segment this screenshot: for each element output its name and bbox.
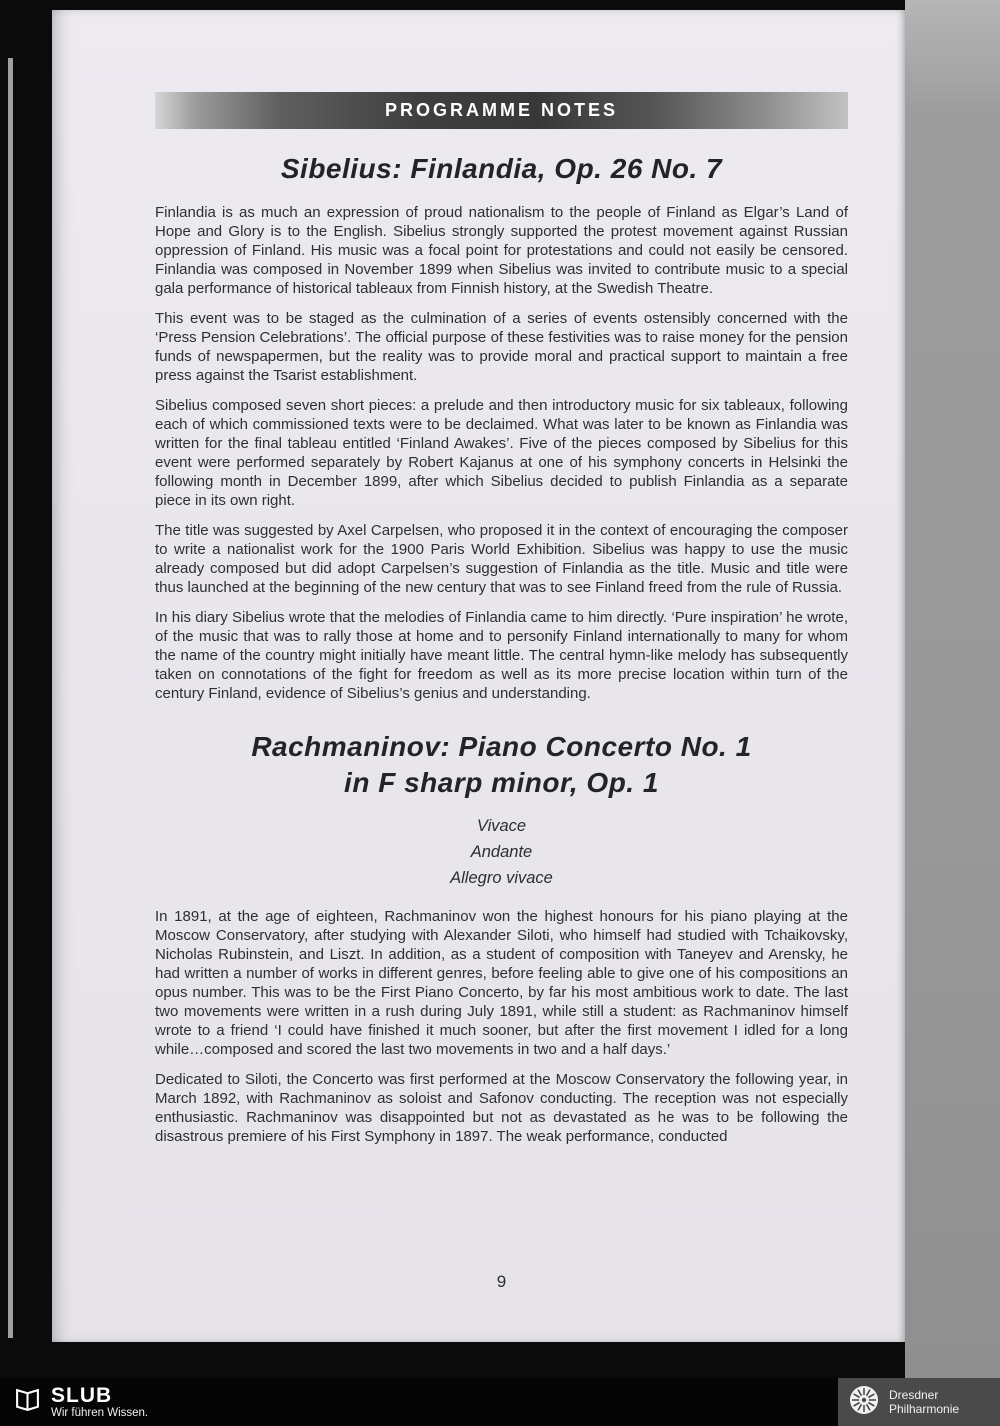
movement-item: Andante bbox=[470, 843, 533, 861]
sibelius-body bbox=[155, 203, 848, 703]
sibelius-paragraph: Sibelius composed seven short pieces: a prelude and then introductory music for six tableaux, following each of which commissioned texts were to be declaimed. What was later to be known as Finlandia was written for the final tableau entitled ‘Finland Awakes’. Five of the pieces composed by Sibelius for this event were performed separately by Robert Kajanus at one of his symphony concerts in Helsinki the following month in December 1899, after which Sibelius decided to publish Finlandia as a separate piece in its own right. bbox=[155, 397, 848, 509]
philharmonie-name bbox=[889, 1388, 959, 1416]
philharmonie-name-line1: Dresdner bbox=[889, 1388, 939, 1402]
rachmaninov-title-work-line1: Piano Concerto No. 1 bbox=[458, 731, 752, 762]
page-content bbox=[155, 92, 848, 1146]
sibelius-paragraph: Finlandia is as much an expression of proud nationalism to the people of Finland as Elgar’s Land of Hope and Glory is to the English. Sibelius strongly supported the protest movement against Russian oppression of Finland. His music was a focal point for protestations and could not easily be censored. Finlandia was composed in November 1899 when Sibelius was invited to contribute music to a special gala performance of historical tableaux from Finnish history, at the Swedish Theatre. bbox=[155, 204, 848, 297]
viewer-footer bbox=[0, 1378, 1000, 1426]
sibelius-paragraph: The title was suggested by Axel Carpelsen, who proposed it in the context of encouraging the composer to write a nationalist work for the 1900 Paris World Exhibition. Sibelius was happy to use the music already composed but did adopt Carpelsen’s suggestion of Finlandia as the title. Music and title were thus launched at the beginning of the new century that was to see Finland freed from the rule of Russia. bbox=[155, 522, 848, 596]
rachmaninov-section bbox=[155, 729, 848, 1146]
slub-name: SLUB bbox=[51, 1383, 113, 1407]
sibelius-section bbox=[155, 153, 848, 703]
philharmonie-logo-icon bbox=[848, 1384, 880, 1421]
slub-tagline: Wir führen Wissen. bbox=[51, 1406, 149, 1419]
rachmaninov-body bbox=[155, 907, 848, 1146]
rachmaninov-paragraph: Dedicated to Siloti, the Concerto was first performed at the Moscow Conservatory the following year, in March 1892, with Rachmaninov as soloist and Safonov conducting. The reception was not especially enthusiastic. Rachmaninov was disappointed but not as devastated as he was to be following the disastrous premiere of his First Symphony in 1897. The weak performance, conducted bbox=[155, 1071, 848, 1145]
page-edge bbox=[8, 58, 13, 1338]
banner-title: PROGRAMME NOTES bbox=[384, 100, 618, 120]
slub-text bbox=[51, 1385, 148, 1420]
rachmaninov-title-composer: Rachmaninov: bbox=[251, 731, 451, 762]
philharmonie-name-line2: Philharmonie bbox=[889, 1402, 960, 1416]
sibelius-paragraph: This event was to be staged as the culmination of a series of events ostensibly concerned with the ‘Press Pension Celebrations’. The official purpose of these festivities was to raise money for the pension funds of newspapermen, but the reality was to provide moral and practical support to maintain a free press against the Tsarist establishment. bbox=[155, 310, 848, 384]
movement-item: Allegro vivace bbox=[450, 869, 553, 887]
page-number: 9 bbox=[496, 1272, 507, 1291]
rachmaninov-paragraph: In 1891, at the age of eighteen, Rachmaninov won the highest honours for his piano playing at the Moscow Conservatory, after studying with Alexander Siloti, who himself had studied with Tchaikovsky, Nicholas Rubinstein, and Liszt. In addition, as a student of composition with Taneyev and Arensky, he had written a number of works in different genres, before feeling able to give one of his compositions an opus number. This was to be the First Piano Concerto, by far his most ambitious work to date. The last two movements were written in a rush during July 1891, while still a student: as Rachmaninov himself wrote to a friend ‘I could have finished it much sooner, but after the first movement I idled for a long while…composed and scored the last two movements in two and a half days.’ bbox=[155, 908, 848, 1058]
movement-list bbox=[155, 813, 848, 891]
scanner-background-right bbox=[905, 0, 1000, 1378]
scanned-page bbox=[52, 10, 905, 1342]
sibelius-paragraph: In his diary Sibelius wrote that the melodies of Finlandia came to him directly. ‘Pure inspiration’ he wrote, of the music that was to rally those at home and to personify Finland internationally to many for whom the name of the country might initially have meant little. The central hymn-like melody has subsequently taken on connotations of the fight for freedom as well as its more precise location within turn of the century Finland, evidence of Sibelius’s genius and understanding. bbox=[155, 609, 848, 702]
rachmaninov-title-line1 bbox=[155, 729, 848, 765]
programme-notes-banner bbox=[155, 92, 848, 129]
sibelius-title-composer: Sibelius: bbox=[280, 153, 403, 184]
sibelius-title-work: Finlandia, Op. 26 No. 7 bbox=[410, 153, 723, 184]
rachmaninov-title bbox=[155, 729, 848, 801]
philharmonie-branding bbox=[838, 1378, 1000, 1426]
sibelius-title bbox=[155, 153, 848, 185]
movement-item: Vivace bbox=[476, 817, 527, 835]
rachmaninov-title-line2: in F sharp minor, Op. 1 bbox=[344, 767, 659, 798]
slub-branding bbox=[0, 1385, 148, 1420]
slub-logo-icon bbox=[14, 1386, 41, 1418]
